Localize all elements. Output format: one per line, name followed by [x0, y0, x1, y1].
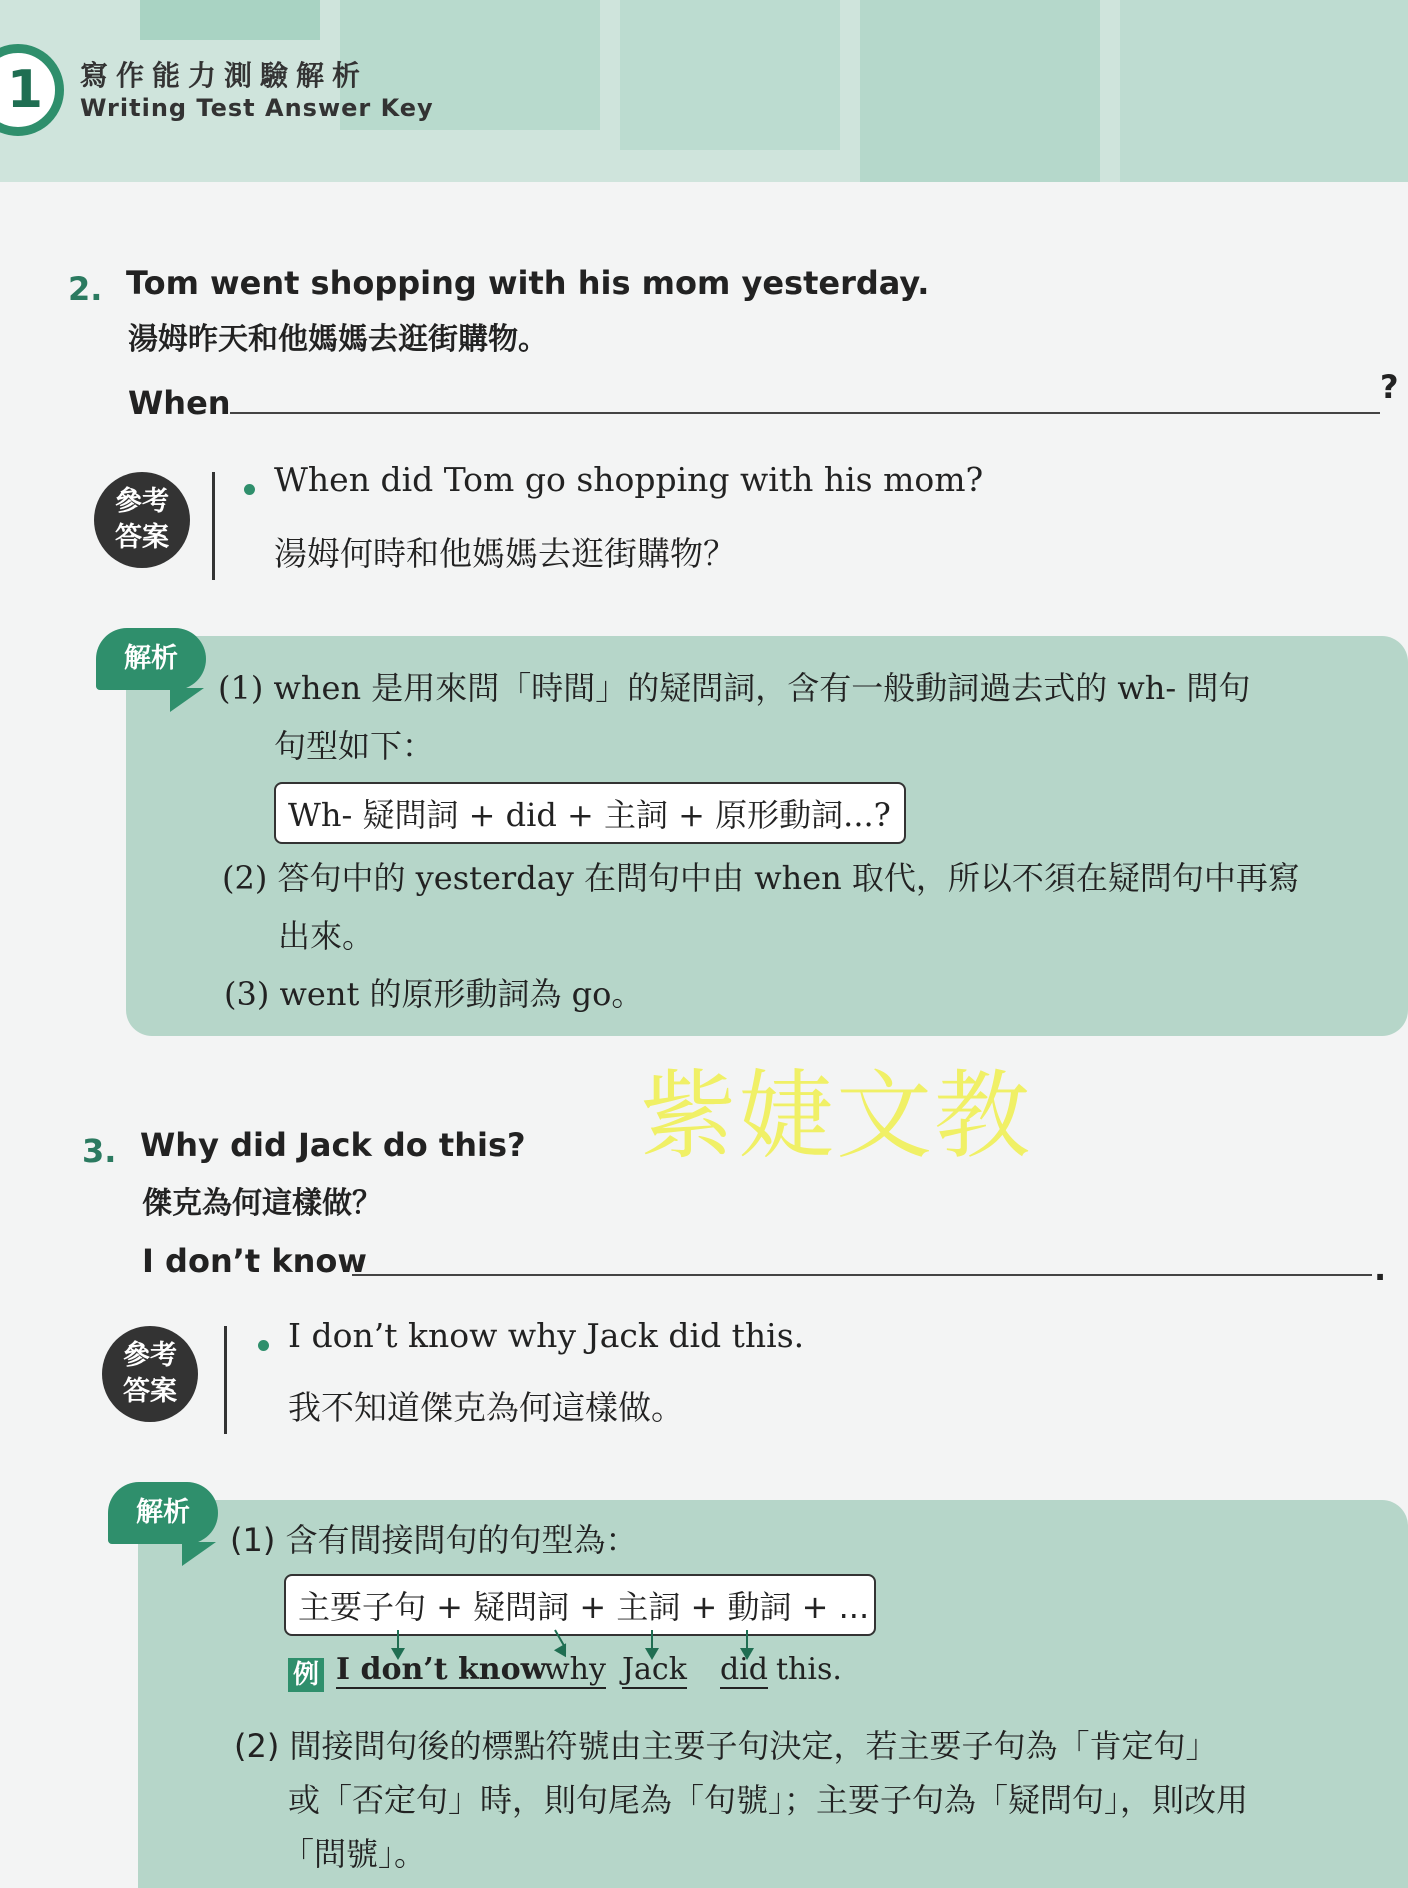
- example-rest: this.: [776, 1652, 842, 1687]
- analysis-tag-tail: [170, 688, 204, 712]
- header-decor-block: [860, 0, 1100, 182]
- analysis-point-2-cont: 出來。: [278, 917, 375, 955]
- end-mark: ?: [1380, 368, 1399, 406]
- analysis-point-2: (2) 答句中的 yesterday 在問句中由 when 取代，所以不須在疑問句中再寫: [222, 859, 1300, 897]
- header-decor-block: [1120, 0, 1408, 182]
- analysis-point-1-cont: 句型如下：: [274, 727, 435, 765]
- reference-answer-translation: 我不知道傑克為何這樣做。: [288, 1388, 684, 1427]
- analysis-tag: 解析: [96, 628, 206, 690]
- example-question-word: why: [544, 1652, 606, 1687]
- header-decor-block: [620, 0, 840, 150]
- badge-line: 答案: [115, 522, 169, 553]
- chapter-number-badge: 1: [0, 44, 64, 136]
- analysis-point-2-cont: 或「否定句」時，則句尾為「句號」；主要子句為「疑問句」，則改用: [288, 1781, 1249, 1819]
- header-title-zh: 寫作能力測驗解析: [80, 59, 369, 92]
- reference-answer-badge: [94, 472, 190, 568]
- reference-answer-translation: 湯姆何時和他媽媽去逛街購物？: [274, 534, 736, 573]
- watermark: 紫婕文教: [640, 1060, 1032, 1172]
- bullet-icon: [244, 484, 255, 495]
- analysis-point-2-cont: 「問號」。: [282, 1835, 427, 1873]
- reference-answer: I don’t know why Jack did this.: [288, 1316, 805, 1355]
- example-label: 例: [288, 1658, 324, 1692]
- question-number: 2.: [68, 270, 103, 308]
- reference-answer-badge: [102, 1326, 198, 1422]
- analysis-point-3: (3) went 的原形動詞為 go。: [224, 975, 644, 1013]
- analysis-point-2: (2) 間接問句後的標點符號由主要子句決定，若主要子句為「肯定句」: [234, 1727, 1218, 1765]
- analysis-tag-tail: [182, 1542, 216, 1566]
- reference-answer: When did Tom go shopping with his mom?: [274, 460, 984, 499]
- analysis-point-1: (1) when 是用來問「時間」的疑問詞，含有一般動詞過去式的 wh- 問句: [218, 669, 1251, 707]
- bullet-icon: [258, 1340, 269, 1351]
- analysis-point-1: (1) 含有間接問句的句型為：: [230, 1521, 638, 1559]
- question-translation: 傑克為何這樣做？: [142, 1186, 382, 1221]
- example-main-clause: I don’t know: [336, 1652, 547, 1687]
- end-mark: .: [1374, 1250, 1387, 1288]
- question-sentence: Why did Jack do this?: [140, 1126, 526, 1164]
- answer-divider: [224, 1326, 227, 1434]
- question-translation: 湯姆昨天和他媽媽去逛街購物。: [128, 322, 548, 357]
- formula-box: 主要子句 + 疑問詞 + 主詞 + 動詞 + ...: [284, 1574, 876, 1636]
- answer-divider: [212, 472, 215, 580]
- header-title-en: Writing Test Answer Key: [80, 94, 434, 122]
- header-decor-block: [140, 0, 320, 40]
- answer-blank-line: [230, 412, 1380, 414]
- analysis-tag: 解析: [108, 1482, 218, 1544]
- answer-prompt: When: [128, 384, 231, 422]
- formula-box: Wh- 疑問詞 + did + 主詞 + 原形動詞...?: [274, 782, 906, 844]
- question-sentence: Tom went shopping with his mom yesterday.: [126, 264, 930, 302]
- badge-line: 答案: [123, 1376, 177, 1407]
- arrow-line: [651, 1630, 653, 1650]
- question-number: 3.: [82, 1132, 117, 1170]
- example-verb: did: [720, 1652, 769, 1687]
- arrow-line: [397, 1630, 399, 1650]
- badge-line: 參考: [115, 486, 169, 517]
- answer-blank-line: [352, 1274, 1372, 1276]
- answer-prompt: I don’t know: [142, 1242, 367, 1280]
- badge-line: 參考: [123, 1340, 177, 1371]
- arrow-line: [746, 1630, 748, 1650]
- example-subject: Jack: [622, 1652, 687, 1687]
